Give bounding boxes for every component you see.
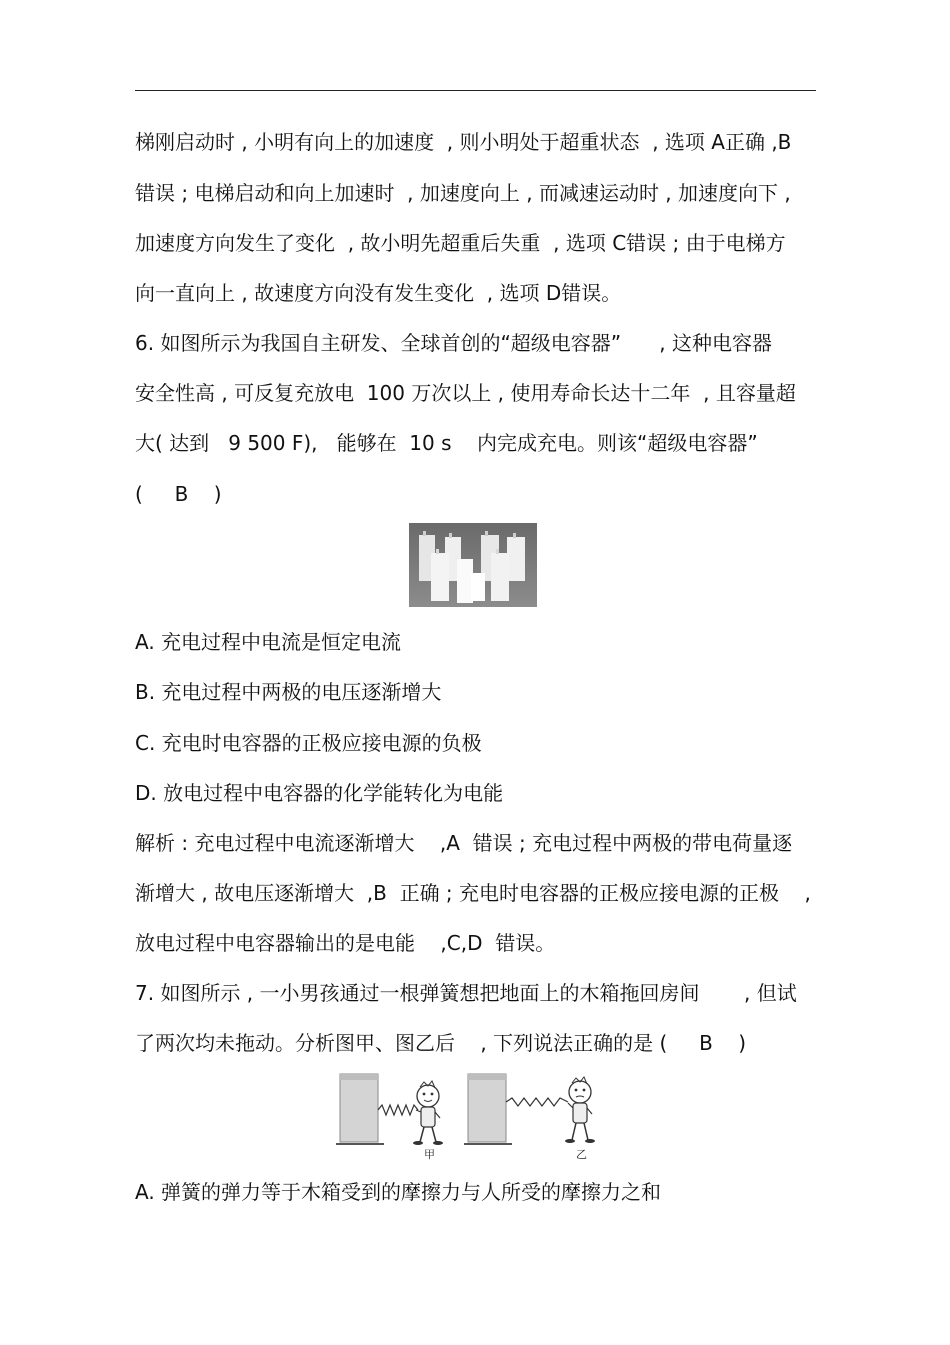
question-6-stem-line-2: 安全性高 , 可反复充放电 100 万次以上 , 使用寿命长达十二年 , 且容量超: [135, 381, 796, 405]
question-7-stem-line-2: 了两次均未拖动。分析图甲、图乙后 , 下列说法正确的是 ( B ): [135, 1031, 747, 1055]
supercapacitor-photo: [409, 523, 537, 607]
question-6-stem-line-3: 大( 达到 9 500 F), 能够在 10 s 内完成充电。则该“超级电容器”: [135, 431, 758, 455]
analysis-line-1: 解析 : 充电过程中电流逐渐增大 ,A 错误 ; 充电过程中两极的带电荷量逐: [135, 831, 793, 855]
option-6A: A. 充电过程中电流是恒定电流: [135, 630, 402, 654]
option-6D: D. 放电过程中电容器的化学能转化为电能: [135, 781, 504, 805]
header-rule: [135, 90, 816, 91]
text-line-1: 梯刚启动时 , 小明有向上的加速度 , 则小明处于超重状态 , 选项 A正确 ,B: [135, 130, 792, 154]
spring-box-figure: [336, 1070, 616, 1162]
text-line-3: 加速度方向发生了变化 , 故小明先超重后失重 , 选项 C错误 ; 由于电梯方: [135, 231, 786, 255]
question-7-stem-line-1: 7. 如图所示 , 一小男孩通过一根弹簧想把地面上的木箱拖回房间 , 但试: [135, 981, 797, 1005]
option-6B: B. 充电过程中两极的电压逐渐增大: [135, 680, 442, 704]
text-line-2: 错误 ; 电梯启动和向上加速时 , 加速度向上 , 而减速运动时 , 加速度向下 ,: [135, 181, 791, 205]
figure-label-jia: 甲: [424, 1148, 435, 1161]
question-6-stem-line-1: 6. 如图所示为我国自主研发、全球首创的“超级电容器” , 这种电容器: [135, 331, 773, 355]
question-6-answer: ( B ): [135, 482, 222, 506]
figure-label-yi: 乙: [576, 1148, 587, 1161]
text-line-4: 向一直向上 , 故速度方向没有发生变化 , 选项 D错误。: [135, 281, 622, 305]
analysis-line-3: 放电过程中电容器输出的是电能 ,C,D 错误。: [135, 931, 556, 955]
option-6C: C. 充电时电容器的正极应接电源的负极: [135, 731, 482, 755]
analysis-line-2: 渐增大 , 故电压逐渐增大 ,B 正确 ; 充电时电容器的正极应接电源的正极 ,: [135, 881, 811, 905]
option-7A: A. 弹簧的弹力等于木箱受到的摩擦力与人所受的摩擦力之和: [135, 1180, 662, 1204]
